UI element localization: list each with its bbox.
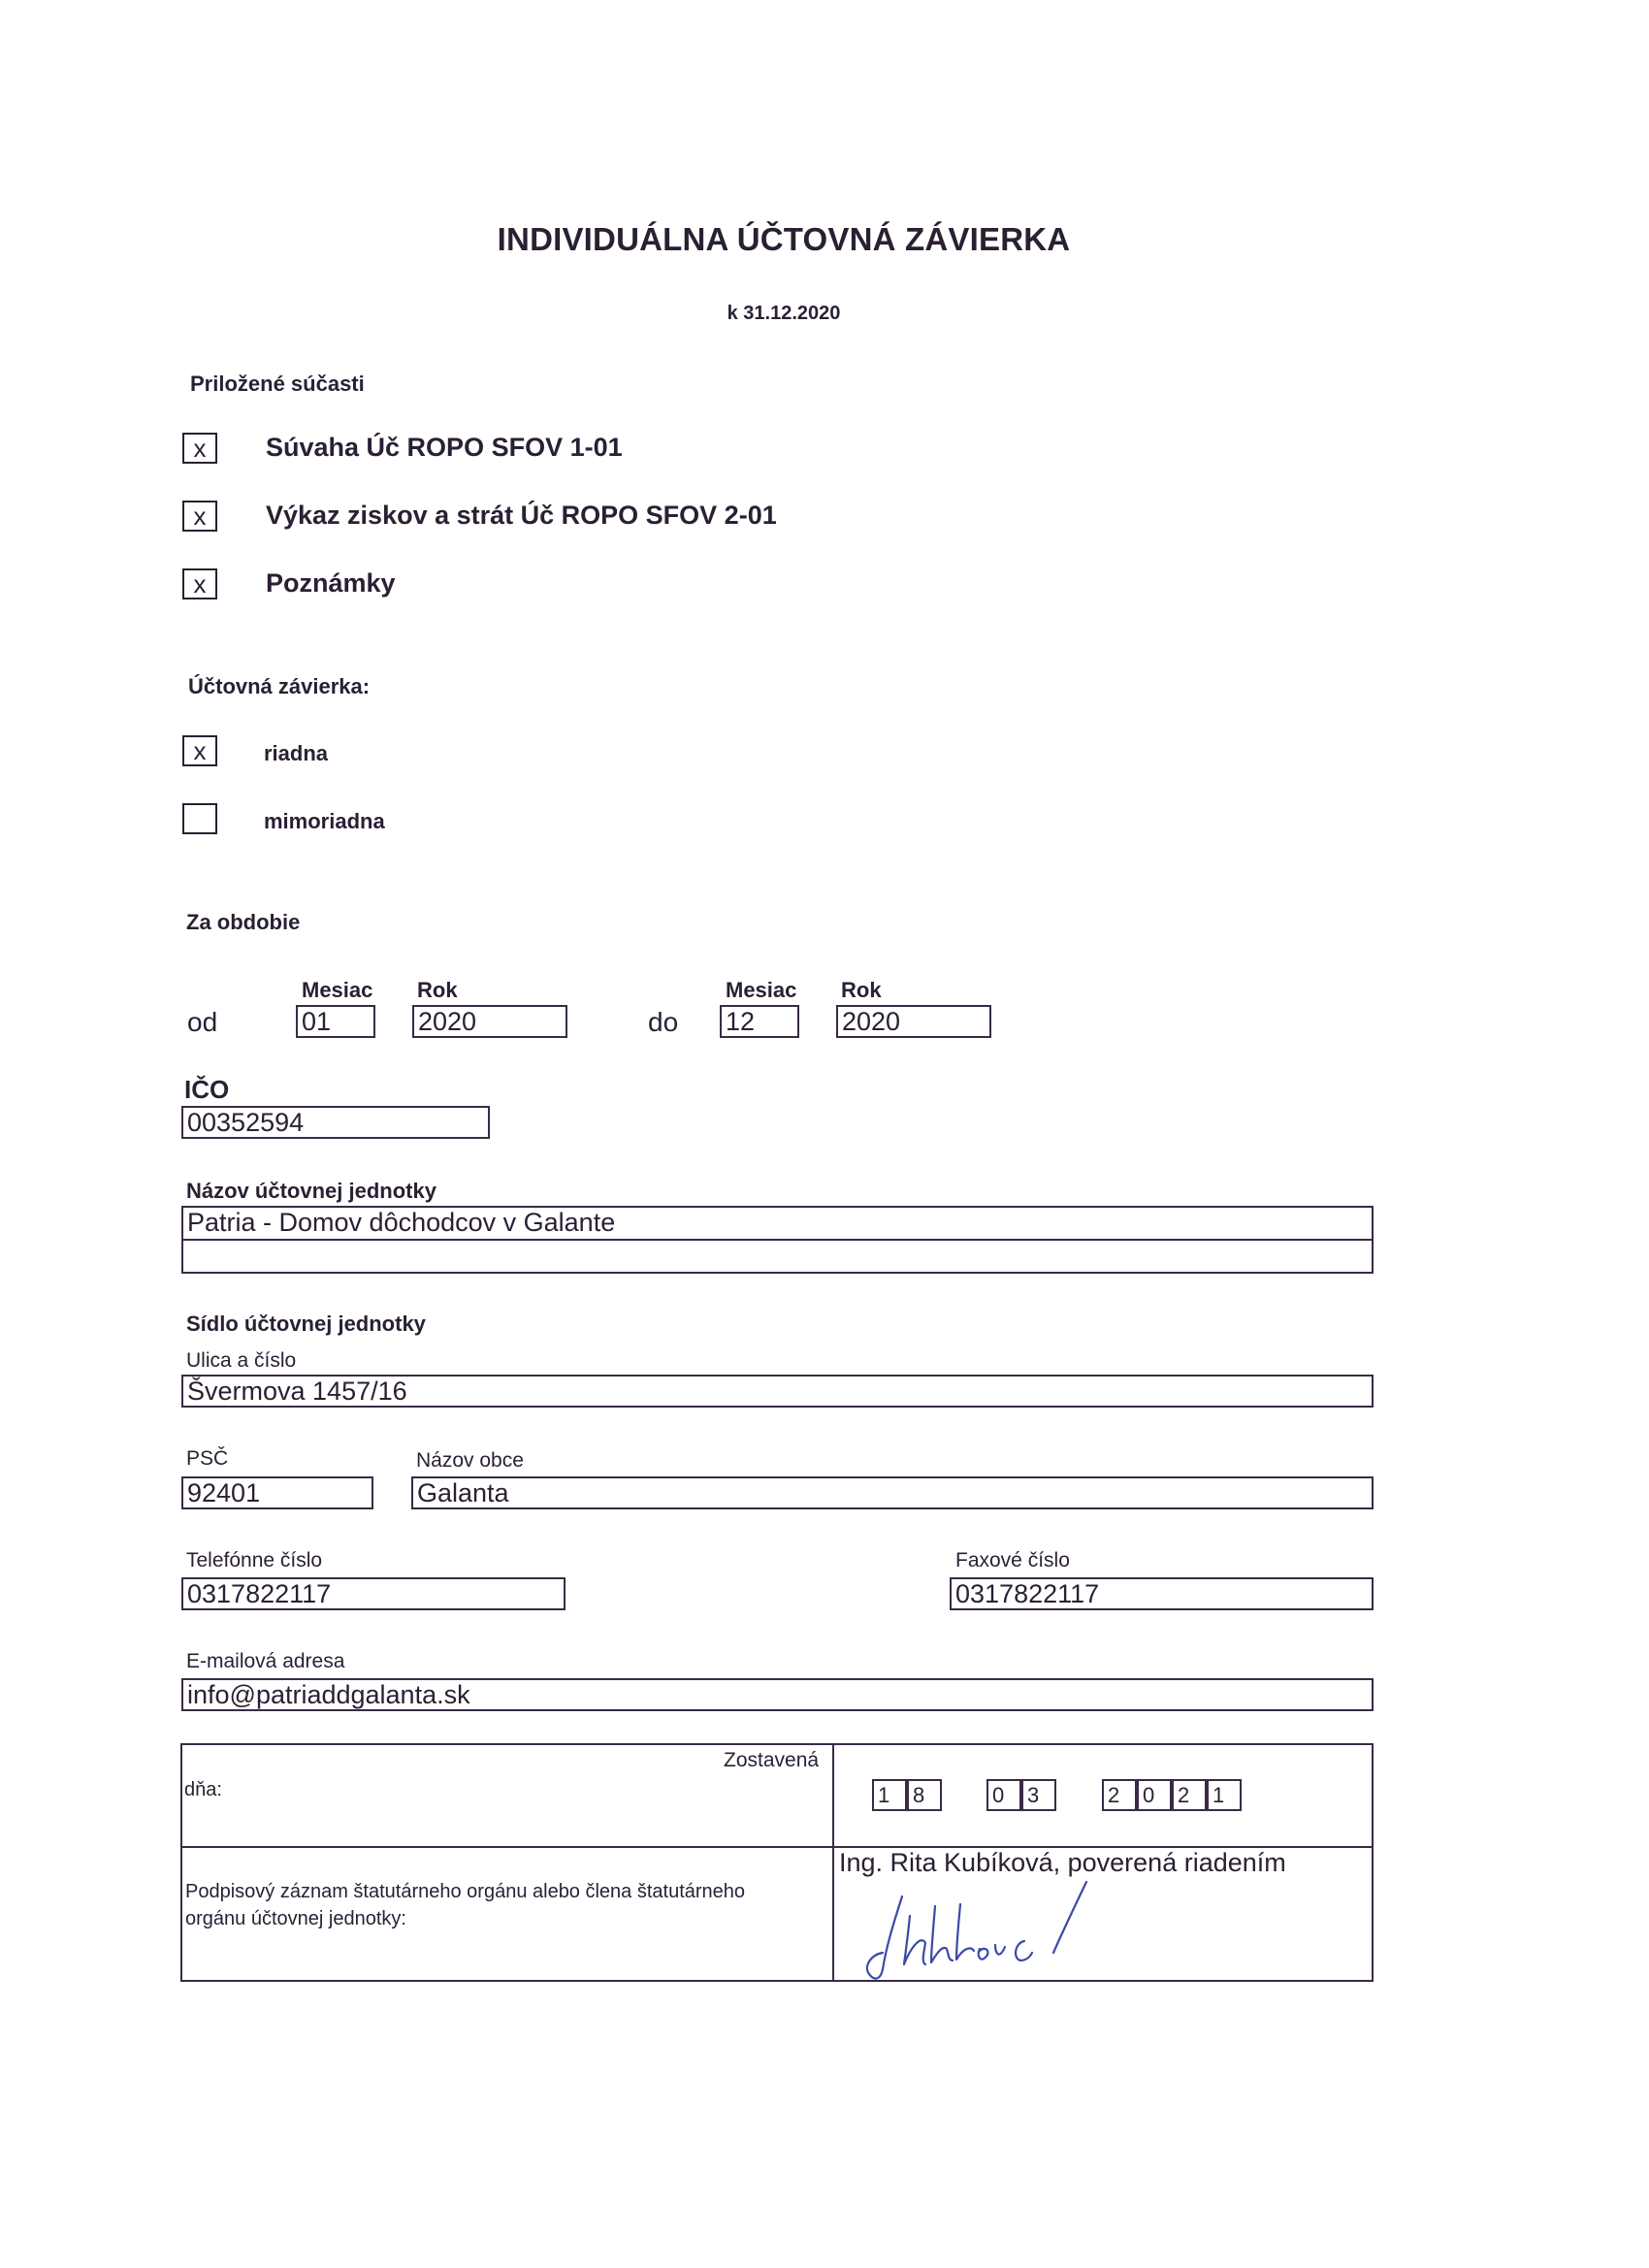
compiled-year-digit-4[interactable]: 1 xyxy=(1207,1779,1242,1811)
signer-name: Ing. Rita Kubíková, poverená riadením xyxy=(839,1848,1286,1877)
handwritten-signature xyxy=(854,1877,1106,1993)
city-field[interactable]: Galanta xyxy=(411,1476,1374,1509)
entity-name-label: Názov účtovnej jednotky xyxy=(186,1179,436,1203)
components-heading: Priložené súčasti xyxy=(190,372,365,396)
table-vertical-divider xyxy=(832,1743,834,1982)
as-of-date: k 31.12.2020 xyxy=(727,303,841,324)
regular-checkbox[interactable]: x xyxy=(182,735,217,766)
phone-label: Telefónne číslo xyxy=(186,1549,323,1571)
to-year-field[interactable]: 2020 xyxy=(836,1005,991,1038)
street-label: Ulica a číslo xyxy=(186,1349,297,1372)
period-heading: Za obdobie xyxy=(186,910,301,934)
extraordinary-checkbox[interactable] xyxy=(182,803,217,834)
ico-label: IČO xyxy=(184,1075,230,1104)
city-label: Názov obce xyxy=(416,1449,524,1472)
compiled-year-digit-3[interactable]: 2 xyxy=(1172,1779,1207,1811)
compiled-year-digit-1[interactable]: 2 xyxy=(1102,1779,1137,1811)
compiled-month-digit-2[interactable]: 3 xyxy=(1021,1779,1056,1811)
to-year-label: Rok xyxy=(841,978,882,1002)
compiled-month-digit-1[interactable]: 0 xyxy=(986,1779,1021,1811)
extraordinary-label: mimoriadna xyxy=(264,809,385,833)
entity-name-line1[interactable]: Patria - Domov dôchodcov v Galante xyxy=(181,1206,1374,1241)
email-field[interactable]: info@patriaddgalanta.sk xyxy=(181,1678,1374,1711)
compiled-day-digit-2[interactable]: 8 xyxy=(907,1779,942,1811)
email-label: E-mailová adresa xyxy=(186,1650,345,1672)
component-label-notes: Poznámky xyxy=(266,568,396,598)
compiled-year-digit-2[interactable]: 0 xyxy=(1137,1779,1172,1811)
compiled-day-label: dňa: xyxy=(184,1779,222,1800)
from-year-label: Rok xyxy=(417,978,458,1002)
signature-label: Podpisový záznam štatutárneho orgánu alebo člena štatutárneho orgánu účtovnej jednotky: xyxy=(185,1881,746,1929)
entity-name-line2[interactable] xyxy=(181,1239,1374,1274)
fax-label: Faxové číslo xyxy=(955,1549,1070,1571)
from-month-field[interactable]: 01 xyxy=(296,1005,375,1038)
to-month-label: Mesiac xyxy=(726,978,797,1002)
component-label-balance: Súvaha Úč ROPO SFOV 1-01 xyxy=(266,433,623,462)
fax-field[interactable]: 0317822117 xyxy=(950,1577,1374,1610)
component-checkbox-income[interactable]: x xyxy=(182,501,217,532)
compiled-label: Zostavená xyxy=(724,1749,820,1771)
from-month-label: Mesiac xyxy=(302,978,373,1002)
address-heading: Sídlo účtovnej jednotky xyxy=(186,1312,426,1336)
street-field[interactable]: Švermova 1457/16 xyxy=(181,1375,1374,1408)
psc-label: PSČ xyxy=(186,1447,229,1470)
regular-label: riadna xyxy=(264,741,329,765)
from-label: od xyxy=(187,1007,218,1037)
from-year-field[interactable]: 2020 xyxy=(412,1005,567,1038)
psc-field[interactable]: 92401 xyxy=(181,1476,373,1509)
page-title: INDIVIDUÁLNA ÚČTOVNÁ ZÁVIERKA xyxy=(497,221,1071,257)
ico-field[interactable]: 00352594 xyxy=(181,1106,490,1139)
to-month-field[interactable]: 12 xyxy=(720,1005,799,1038)
compiled-day-digit-1[interactable]: 1 xyxy=(872,1779,907,1811)
component-checkbox-notes[interactable]: x xyxy=(182,568,217,599)
to-label: do xyxy=(648,1007,679,1037)
component-checkbox-balance[interactable]: x xyxy=(182,433,217,464)
component-label-income: Výkaz ziskov a strát Úč ROPO SFOV 2-01 xyxy=(266,501,777,530)
phone-field[interactable]: 0317822117 xyxy=(181,1577,566,1610)
statement-type-heading: Účtovná závierka: xyxy=(188,674,371,698)
